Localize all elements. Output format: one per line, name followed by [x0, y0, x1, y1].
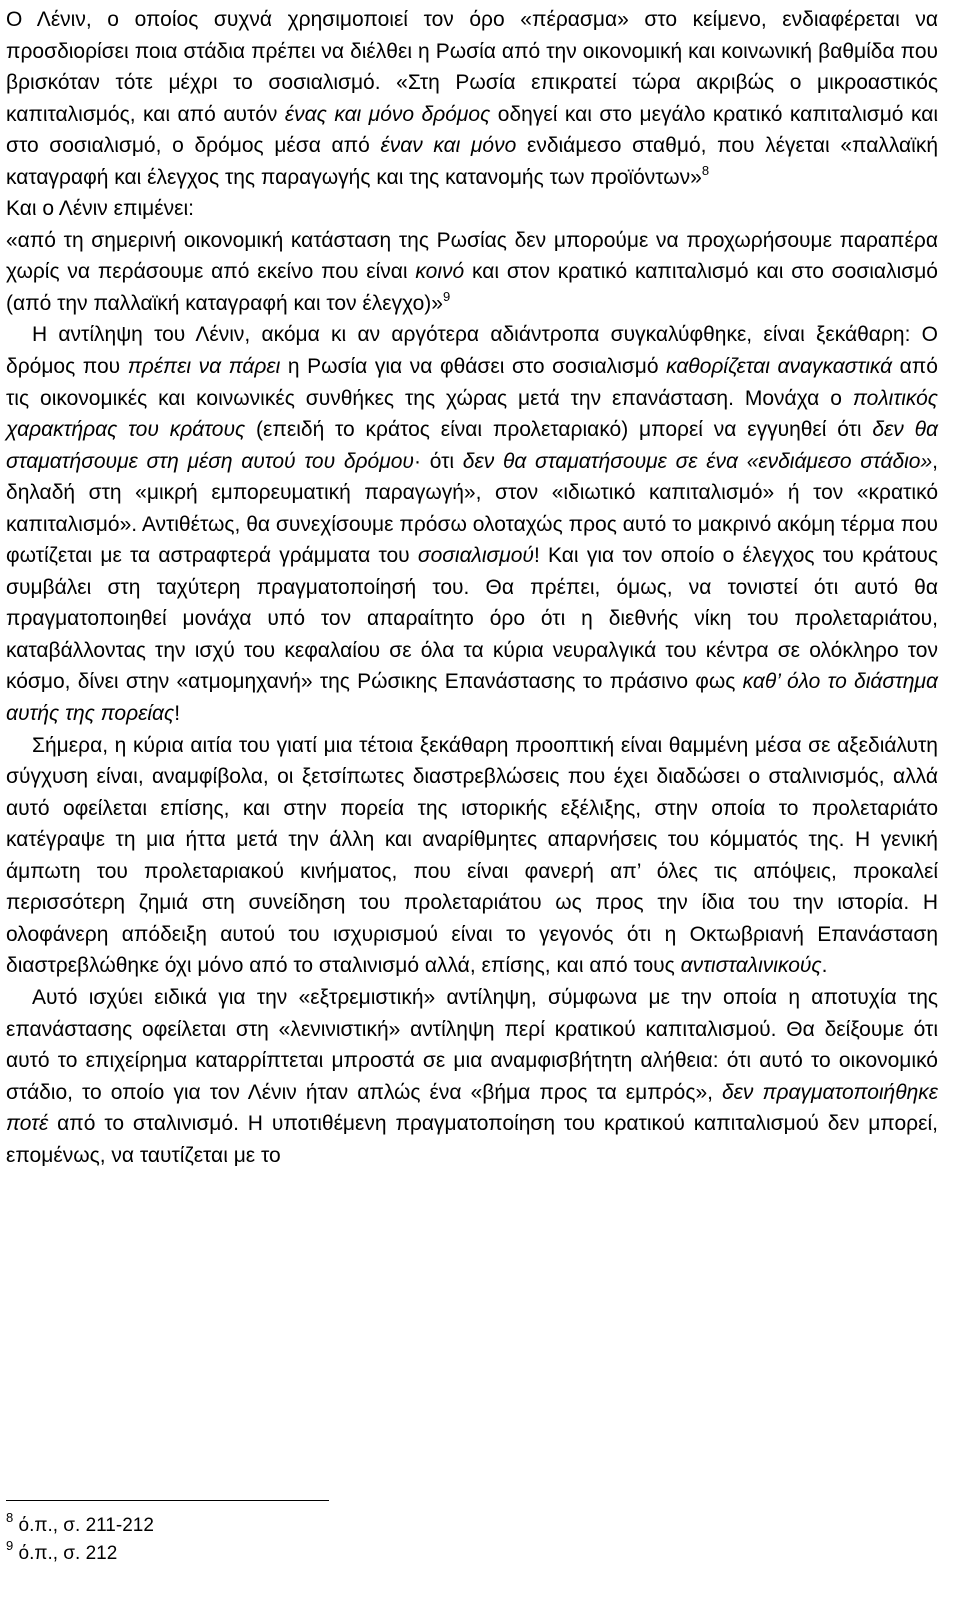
- text-run: · ότι: [413, 449, 463, 473]
- text-run: ! Και για τον οποίο ο έλεγχος του κράτους συμβάλει στη ταχύτερη πραγματοποίησή του. Θα πρέπει, όμως, να τονιστεί ότι αυτό θα πραγματοποιηθεί μονάχα υπό τον απαραίτητο όρο ότι η διεθνής νίκη του προλεταριάτου, καταβάλλοντας την ισχύ του κεφαλαίου σε όλα τα κύρια νευραλγικά του κέντρα σε ολόκληρο τον κόσμο, δίνει στην «ατμομηχανή» της Ρώσικης Επανάστασης το πράσινο φως: [6, 544, 939, 694]
- footnote-ref: 8: [701, 162, 710, 178]
- emphasis-text: καθ’ όλο το διάστημα αυτής της πορείας: [6, 670, 938, 726]
- footnote-text: ό.π., σ. 211-212: [13, 1515, 154, 1536]
- emphasis-text: πολιτικός χαρακτήρας του κράτους: [6, 386, 938, 442]
- emphasis-text: ένας και μόνο δρόμος: [284, 102, 491, 126]
- emphasis-text: αντισταλινικούς: [680, 954, 822, 978]
- emphasis-text: πρέπει να πάρει: [127, 355, 281, 379]
- text-run: από το σταλινισμό. Η υποτιθέμενη πραγματοποίηση του κρατικού καπιταλισμού δεν μπορεί, επομένως, να ταυτίζεται με το: [6, 1112, 938, 1167]
- emphasis-text: δεν θα σταματήσουμε στη μέση αυτού του δρόμου: [6, 418, 938, 473]
- footnote-text: ό.π., σ. 212: [13, 1543, 118, 1564]
- text-run: «από τη σημερινή οικονομική κατάσταση της Ρωσίας δεν μπορούμε να προχωρήσουμε παραπέρα χωρίς να περάσουμε από εκείνο που είναι: [6, 228, 938, 284]
- emphasis-text: έναν και μόνο: [380, 134, 517, 158]
- text-run: οδηγεί και στο μεγάλο κρατικό καπιταλισμό και στο σοσιαλισμό, ο δρόμος μέσα από: [6, 102, 938, 158]
- paragraph: [6, 319, 938, 729]
- text-run: !: [174, 702, 181, 726]
- paragraph: [6, 982, 938, 1171]
- paragraph: [6, 4, 938, 193]
- emphasis-text: κοινό: [415, 260, 465, 284]
- paragraph: [6, 225, 938, 320]
- text-run: ενδιάμεσο σταθμό, που λέγεται «παλλαϊκή καταγραφή και έλεγχος της παραγωγής και της κατανομής των προϊόντων»: [6, 134, 939, 189]
- text-run: η Ρωσία για να φθάσει στο σοσιαλισμό: [280, 355, 667, 379]
- paragraph: [6, 730, 938, 982]
- text-run: .: [821, 954, 828, 978]
- footnote-number: 9: [6, 1538, 14, 1553]
- text-run: Και ο Λένιν επιμένει:: [6, 197, 194, 221]
- footnote-separator: [6, 1500, 329, 1501]
- text-run: από τις οικονομικές και κοινωνικές συνθήκες της χώρας μετά την επανάσταση. Μονάχα ο: [6, 355, 938, 410]
- footnote-ref: 9: [442, 288, 451, 304]
- emphasis-text: δεν θα σταματήσουμε σε ένα «ενδιάμεσο στάδιο»: [462, 449, 933, 473]
- footnote: [6, 1540, 606, 1568]
- paragraphs: [6, 4, 938, 1171]
- footnote: [6, 1512, 606, 1540]
- text-run: Η αντίληψη του Λένιν, ακόμα κι αν αργότερα αδιάντροπα συγκαλύφθηκε, είναι ξεκάθαρη: Ο δρόμος που: [6, 323, 938, 379]
- emphasis-text: σοσιαλισμού: [417, 544, 534, 568]
- text-run: , δηλαδή στη «μικρή εμπορευματική παραγωγή», στον «ιδιωτικό καπιταλισμό» ή τον «κρατικό καπιταλισμό». Αντιθέτως, θα συνεχίσουμε πρόσω ολοταχώς προς αυτό το μακρινό ακόμη τέρμα που φωτίζεται με τα αστραφτερά γράμματα του: [6, 449, 938, 568]
- text-run: και στον κρατικό καπιταλισμό και στο σοσιαλισμό (από την παλλαϊκή καταγραφή και τον έλεγχο)»: [6, 260, 938, 315]
- paragraph: [6, 193, 938, 225]
- text-run: Σήμερα, η κύρια αιτία του γιατί μια τέτοια ξεκάθαρη προοπτική είναι θαμμένη μέσα σε αξεδιάλυτη σύγχυση είναι, αναμφίβολα, οι ξετσίπωτες διαστρεβλώσεις που έχει διαδώσει ο σταλινισμός, αλλά αυτό οφείλεται επίσης, και στην πορεία της ιστορικής εξέλιξης, στην οποία το προλεταριάτο κατέγραψε τη μια ήττα μετά την άλλη και αναρίθμητες απαρνήσεις του κόμματός της. Η γενική άμπωτη του προλεταριακού κινήματος, που είναι φανερή απ’ όλες τις απόψεις, προκαλεί περισσότερη ζημιά στη συνείδηση του προλεταριάτου ως προς την ίδια του την ιστορία. Η ολοφάνερη απόδειξη αυτού του ισχυρισμού είναι το γεγονός ότι η Οκτωβριανή Επανάσταση διαστρεβλώθηκε όχι μόνο από το σταλινισμό αλλά, επίσης, και από τους: [6, 733, 938, 978]
- emphasis-text: δεν πραγματοποιήθηκε ποτέ: [6, 1080, 938, 1136]
- text-run: (επειδή το κράτος είναι προλεταριακό) μπορεί να εγγυηθεί ότι: [245, 418, 873, 442]
- document-body: [6, 4, 938, 1171]
- footnotes: [6, 1512, 606, 1568]
- emphasis-text: καθορίζεται αναγκαστικά: [666, 355, 893, 379]
- footnote-number: 8: [6, 1510, 14, 1525]
- text-run: Αυτό ισχύει ειδικά για την «εξτρεμιστική» αντίληψη, σύμφωνα με την οποία η αποτυχία της επανάστασης οφείλεται στη «λενινιστική» αντίληψη περί κρατικού καπιταλισμού. Θα δείξουμε ότι αυτό το επιχείρημα καταρρίπτεται μπροστά σε μια αναμφισβήτητη αλήθεια: ότι αυτό το οικονομικό στάδιο, το οποίο για τον Λένιν ήταν απλώς ένα «βήμα προς τα εμπρός»,: [6, 985, 938, 1104]
- text-run: Ο Λένιν, ο οποίος συχνά χρησιμοποιεί τον όρο «πέρασμα» στο κείμενο, ενδιαφέρεται να προσδιορίσει ποια στάδια πρέπει να διέλθει η Ρωσία από την οικονομική και κοινωνική βαθμίδα που βρισκόταν τότε μέχρι το σοσιαλισμό. «Στη Ρωσία επικρατεί τώρα ακριβώς ο μικροαστικός καπιταλισμός, και από αυτόν: [6, 8, 938, 126]
